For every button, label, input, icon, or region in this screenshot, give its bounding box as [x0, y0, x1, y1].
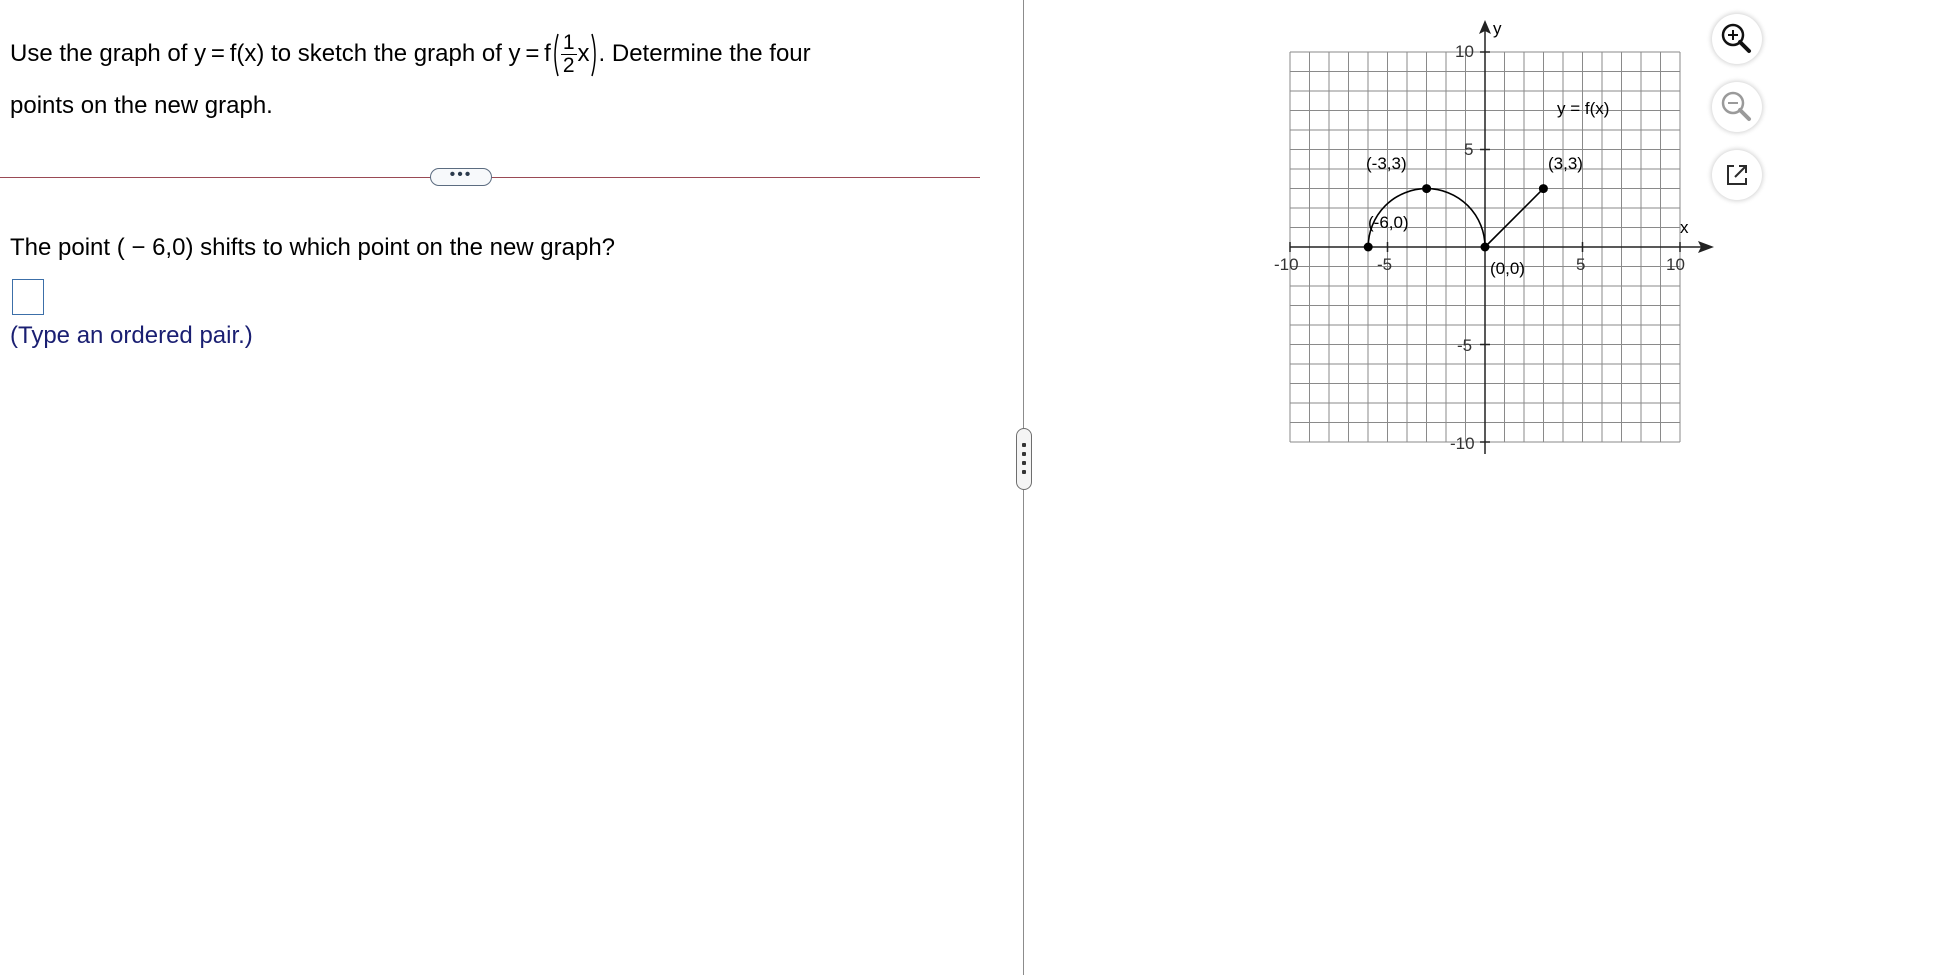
fraction-denominator: 2 [562, 54, 575, 78]
left-paren [551, 32, 560, 78]
tick-label-y-5: 5 [1464, 140, 1474, 159]
sub-question-text: The point ( − 6,0) shifts to which point on the new graph? [10, 234, 616, 261]
fraction-numerator: 1 [562, 31, 575, 55]
point-0-0 [1481, 243, 1490, 252]
question-variable: x [577, 40, 590, 67]
question-part2: . Determine the four [598, 40, 811, 67]
point-label-0-0: (0,0) [1490, 259, 1525, 278]
show-more-button[interactable]: ••• [430, 168, 492, 186]
answer-input[interactable] [12, 279, 44, 315]
function-graph [1260, 14, 1720, 454]
zoom-out-icon [1712, 82, 1762, 132]
zoom-in-button[interactable] [1712, 14, 1762, 64]
zoom-in-icon [1712, 14, 1762, 64]
fraction [561, 32, 577, 77]
y-axis-label: y [1493, 19, 1502, 38]
popout-icon [1712, 150, 1762, 200]
tick-label-x-10: 10 [1666, 255, 1685, 274]
splitter-handle[interactable] [1016, 428, 1032, 490]
question-text [10, 28, 1010, 132]
answer-hint: (Type an ordered pair.) [10, 322, 253, 349]
point-label-neg3-3: (-3,3) [1366, 154, 1407, 173]
line-segment-curve [1485, 189, 1543, 247]
question-part3: points on the new graph. [10, 92, 273, 119]
point-label-neg6-0: (-6,0) [1368, 213, 1409, 232]
graph-axes [1290, 20, 1714, 454]
point-3-3 [1539, 184, 1548, 193]
tick-label-y-neg5: -5 [1457, 336, 1473, 355]
function-label: y = f(x) [1557, 99, 1610, 118]
tick-label-x-neg10: -10 [1274, 255, 1299, 274]
point-label-3-3: (3,3) [1548, 154, 1583, 173]
point-neg6-0 [1364, 243, 1373, 252]
tick-label-x-neg5: -5 [1377, 255, 1393, 274]
question-part1: Use the graph of y = f(x) to sketch the graph of y = f [10, 40, 551, 67]
x-axis-label: x [1680, 218, 1689, 237]
tick-label-y-10: 10 [1455, 42, 1474, 61]
point-neg3-3 [1422, 184, 1431, 193]
zoom-out-button[interactable] [1712, 82, 1762, 132]
tick-label-x-5: 5 [1576, 255, 1586, 274]
right-paren [590, 32, 599, 78]
tick-label-y-neg10: -10 [1450, 434, 1475, 453]
popout-button[interactable] [1712, 150, 1762, 200]
